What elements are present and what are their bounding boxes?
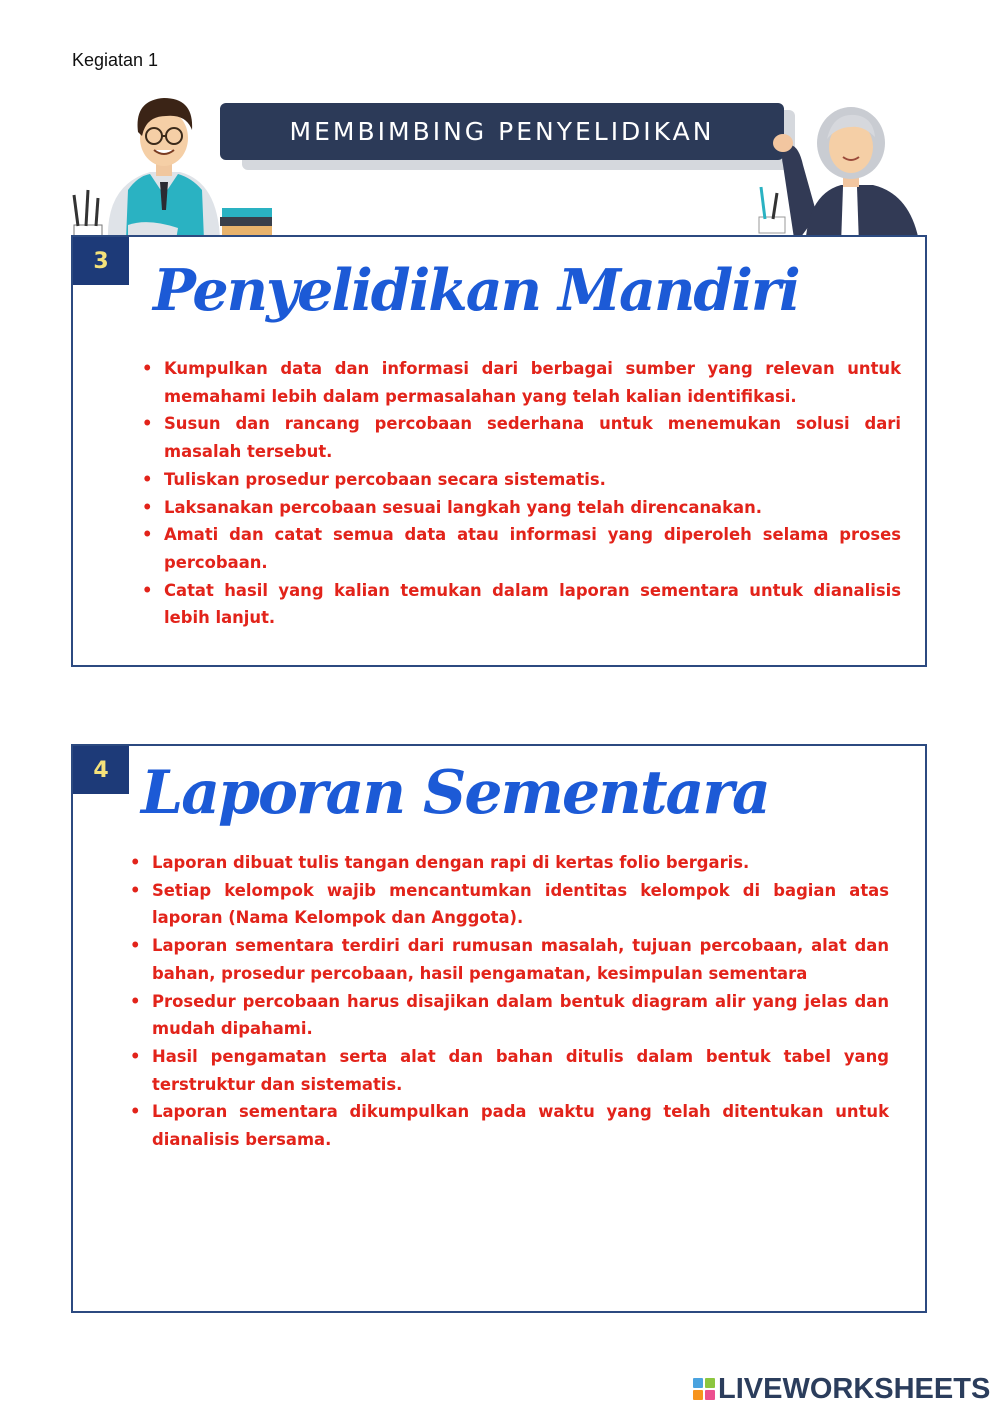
section-title: Laporan Sementara (141, 758, 769, 828)
section-points-list (164, 355, 901, 632)
list-item: • Prosedur percobaan harus disajikan dalam bentuk diagram alir yang jelas dan mudah dipahami. (152, 988, 889, 1043)
section-card-report (71, 744, 927, 1313)
list-item: • Setiap kelompok wajib mencantumkan identitas kelompok di bagian atas laporan (Nama Kelompok dan Anggota). (152, 877, 889, 932)
liveworksheets-logo-icon (693, 1378, 715, 1400)
list-item: • Tuliskan prosedur percobaan secara sistematis. (164, 466, 901, 494)
list-item: • Susun dan rancang percobaan sederhana untuk menemukan solusi dari masalah tersebut. (164, 410, 901, 465)
list-item: • Hasil pengamatan serta alat dan bahan ditulis dalam bentuk tabel yang terstruktur dan sistematis. (152, 1043, 889, 1098)
section-points-list (152, 849, 889, 1154)
section-card-investigation (71, 235, 927, 667)
section-title: Penyelidikan Mandiri (153, 257, 799, 324)
list-item: • Amati dan catat semua data atau informasi yang diperoleh selama proses percobaan. (164, 521, 901, 576)
activity-label: Kegiatan 1 (72, 50, 159, 70)
list-item: • Laporan dibuat tulis tangan dengan rapi di kertas folio bergaris. (152, 849, 889, 877)
list-item: • Kumpulkan data dan informasi dari berbagai sumber yang relevan untuk memahami lebih dalam permasalahan yang telah kalian identifikasi. (164, 355, 901, 410)
section-number-badge: 4 (73, 746, 129, 794)
banner-title: MEMBIMBING PENYELIDIKAN (289, 117, 715, 146)
liveworksheets-brand: LIVEWORKSHEETS (718, 1372, 991, 1405)
list-item: • Laksanakan percobaan sesuai langkah yang telah direncanakan. (164, 494, 901, 522)
liveworksheets-logo[interactable] (693, 1372, 990, 1406)
banner (220, 103, 784, 160)
list-item: • Laporan sementara terdiri dari rumusan masalah, tujuan percobaan, alat dan bahan, prosedur percobaan, hasil pengamatan, kesimpulan sementara (152, 932, 889, 987)
male-teacher-illustration (68, 90, 278, 240)
list-item: • Catat hasil yang kalian temukan dalam laporan sementara untuk dianalisis lebih lanjut. (164, 577, 901, 632)
female-teacher-illustration (755, 95, 930, 255)
section-number-badge: 3 (73, 237, 129, 285)
list-item: • Laporan sementara dikumpulkan pada waktu yang telah ditentukan untuk dianalisis bersama. (152, 1098, 889, 1153)
